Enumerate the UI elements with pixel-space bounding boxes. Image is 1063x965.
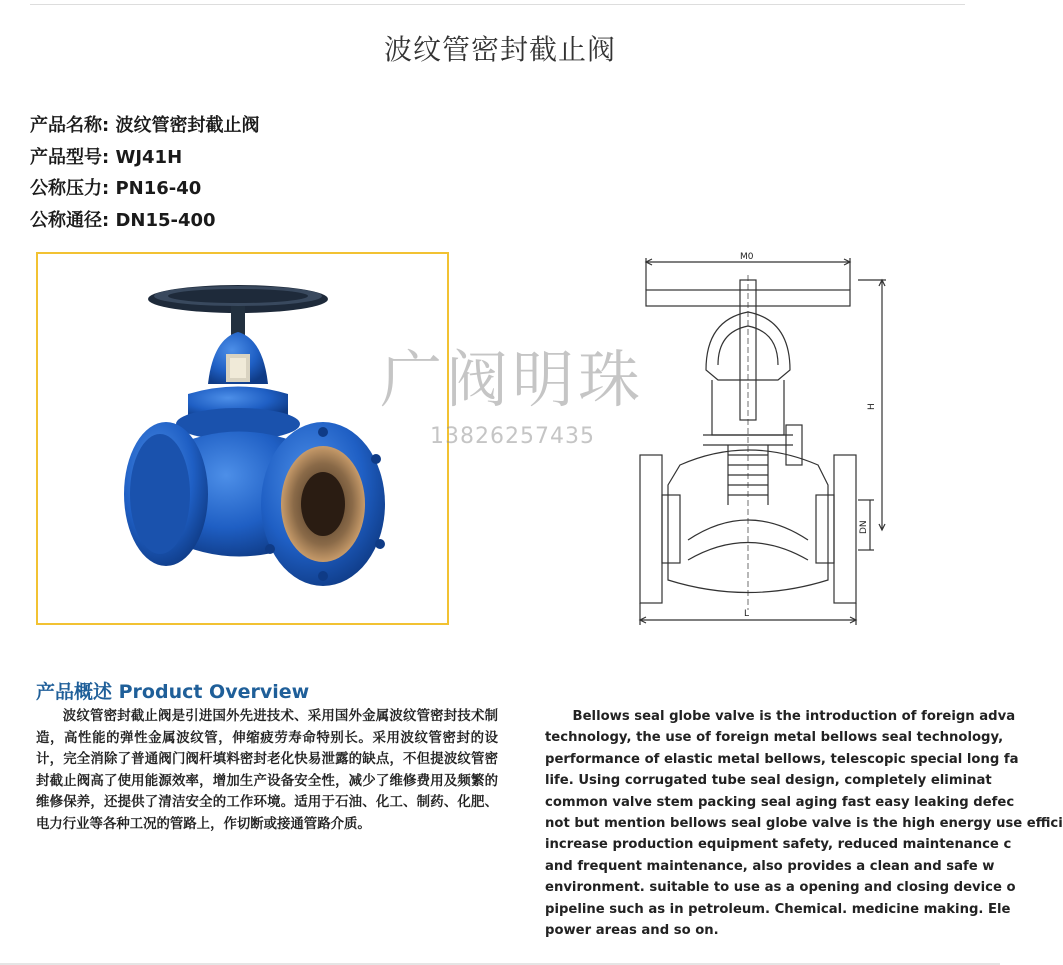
spec-pressure-label: 公称压力: xyxy=(30,178,110,199)
spec-diameter xyxy=(30,205,259,237)
spec-list xyxy=(30,110,259,236)
spec-name xyxy=(30,110,259,142)
spec-name-value: 波纹管密封截止阀 xyxy=(115,115,260,136)
spec-model-label: 产品型号: xyxy=(30,146,110,168)
valve-photo-illustration xyxy=(38,254,447,623)
spec-name-label: 产品名称: xyxy=(30,115,110,136)
page-title: 波纹管密封截止阀 xyxy=(383,33,616,66)
overview-en-line: increase production equipment safety, reduced maintenance c xyxy=(545,837,1012,853)
dim-dn-label: DN xyxy=(859,520,869,534)
watermark-name: 广阀明珠 xyxy=(380,343,645,416)
valve-technical-drawing xyxy=(628,250,890,628)
dim-m0-label: M0 xyxy=(740,252,754,262)
overview-en-line: common valve stem packing seal aging fast easy leaking defec xyxy=(545,794,1015,810)
spec-pressure xyxy=(30,173,259,205)
overview-en-line: not but mention bellows seal globe valve is the high energy use effici xyxy=(545,816,1063,832)
product-photo-frame xyxy=(36,252,449,625)
overview-english-text xyxy=(545,706,1063,941)
spec-model-value: WJ41H xyxy=(115,146,183,168)
overview-en-line: Bellows seal globe valve is the introduction of foreign adva xyxy=(545,709,1016,724)
overview-en-line: performance of elastic metal bellows, telescopic special long fa xyxy=(545,751,1019,767)
spec-model xyxy=(30,142,259,174)
overview-en-line: and frequent maintenance, also provides a clean and safe w xyxy=(545,858,995,874)
overview-heading: 产品概述 Product Overview xyxy=(36,681,310,703)
overview-chinese-text: 波纹管密封截止阀是引进国外先进技术、采用国外金属波纹管密封技术制造，高性能的弹性金属波纹管，伸缩疲劳寿命特别长。采用波纹管密封的设计，完全消除了普通阀门阀杆填料密封老化快易泄露的缺点，不但提波纹管密封截止阀高了使用能源效率，增加生产设备安全性，减少了维修费用及频繁的维修保养，还提供了清洁安全的工作环境。适用于石油、化工、制药、化肥、电力行业等各种工况的管路上，作切断或接通管路介质。 xyxy=(36,709,498,832)
watermark-phone: 13826257435 xyxy=(430,424,595,449)
overview-en-line: environment. suitable to use as a opening and closing device o xyxy=(545,880,1016,896)
top-divider xyxy=(30,4,965,5)
dim-h-label: H xyxy=(867,403,877,410)
overview-en-line: life. Using corrugated tube seal design, completely eliminat xyxy=(545,773,992,789)
dim-l-label: L xyxy=(744,609,750,619)
spec-diameter-label: 公称通径: xyxy=(30,209,110,231)
overview-en-line: technology, the use of foreign metal bellows seal technology, xyxy=(545,730,1004,746)
overview-en-line: power areas and so on. xyxy=(545,923,719,939)
spec-diameter-value: DN15-400 xyxy=(115,209,216,231)
overview-en-line: pipeline such as in petroleum. Chemical. medicine making. Ele xyxy=(545,901,1011,917)
spec-pressure-value: PN16-40 xyxy=(115,178,202,199)
